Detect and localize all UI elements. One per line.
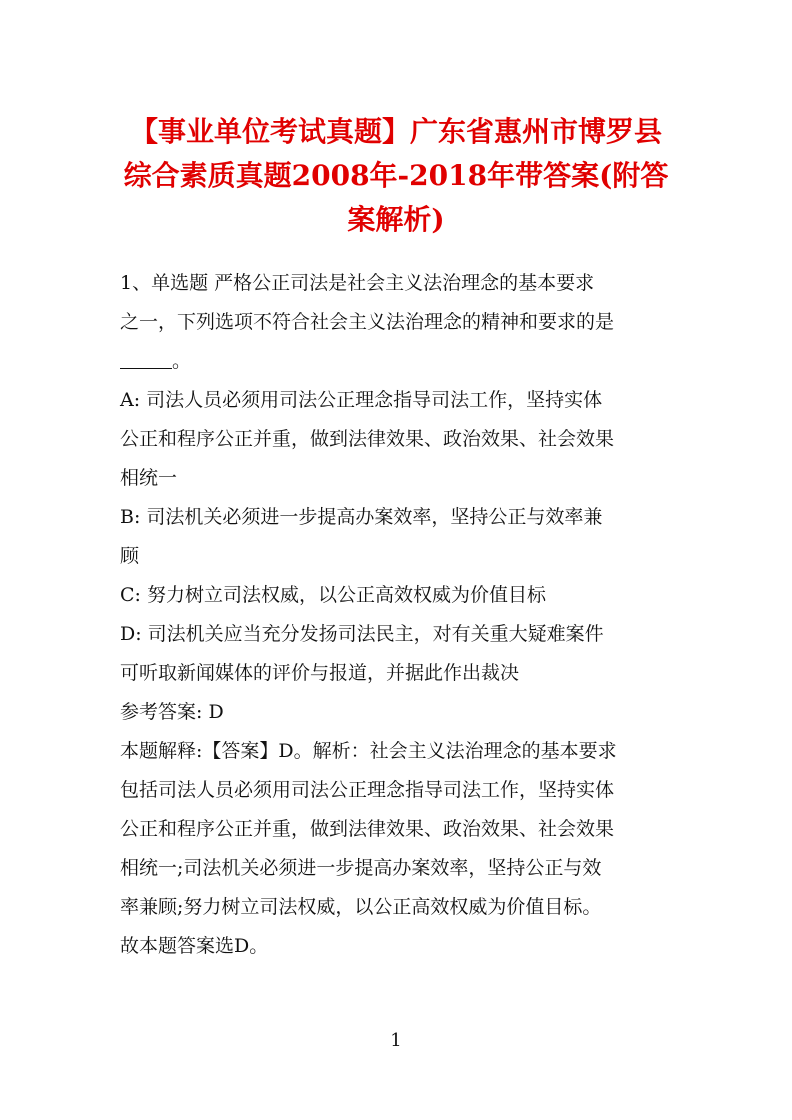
option-b [120,498,672,576]
option-d-line-2: 可听取新闻媒体的评价与报道，并据此作出裁决 [120,662,520,684]
document-title [110,110,682,242]
title-line-2: 综合素质真题2008年-2018年带答案(附答 [123,159,669,192]
explanation-line-1: 本题解释:【答案】D。解析：社会主义法治理念的基本要求 [120,740,617,762]
question-line-1: 1、单选题 严格公正司法是社会主义法治理念的基本要求 [120,272,595,294]
title-line-3: 案解析) [347,203,445,236]
explanation-line-2: 包括司法人员必须用司法公正理念指导司法工作，坚持实体 [120,779,615,801]
answer-blank [120,342,172,369]
question-line-2: 之一，下列选项不符合社会主义法治理念的精神和要求的是 [120,311,615,333]
option-a-line-1: A: 司法人员必须用司法公正理念指导司法工作，坚持实体 [120,389,603,411]
option-d-line-1: D: 司法机关应当充分发扬司法民主，对有关重大疑难案件 [120,623,604,645]
option-b-line-1: B: 司法机关必须进一步提高办案效率，坚持公正与效率兼 [120,506,603,528]
blank-suffix: 。 [172,350,192,372]
explanation-line-5: 率兼顾;努力树立司法权威，以公正高效权威为价值目标。 [120,896,602,918]
option-d [120,615,672,693]
option-a [120,381,672,498]
explanation-line-6: 故本题答案选D。 [120,935,269,957]
option-a-line-3: 相统一 [120,467,178,489]
option-a-line-2: 公正和程序公正并重，做到法律效果、政治效果、社会效果 [120,428,615,450]
document-body [120,264,672,966]
explanation-line-3: 公正和程序公正并重，做到法律效果、政治效果、社会效果 [120,818,615,840]
question [120,264,672,381]
explanation-line-4: 相统一;司法机关必须进一步提高办案效率，坚持公正与效 [120,857,602,879]
page-number: 1 [390,1030,402,1051]
explanation [120,732,672,966]
reference-answer: 参考答案: D [120,701,224,723]
option-b-line-2: 顾 [120,545,140,567]
option-c-line-1: C: 努力树立司法权威，以公正高效权威为价值目标 [120,584,546,606]
question-blank-line [120,342,672,381]
option-c [120,576,672,615]
title-line-1: 【事业单位考试真题】广东省惠州市博罗县 [129,115,662,148]
